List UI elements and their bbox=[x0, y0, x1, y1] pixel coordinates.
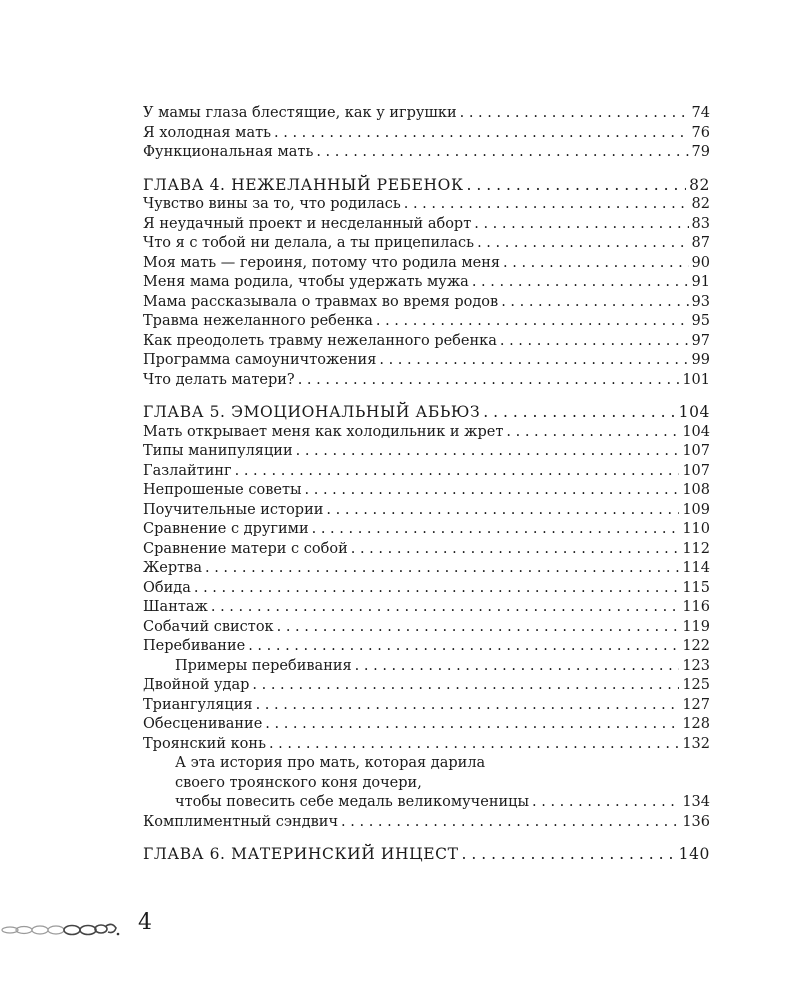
toc-entry-title: Как преодолеть травму нежеланного ребенка bbox=[143, 332, 497, 349]
toc-entry-title: Газлайтинг bbox=[143, 462, 232, 479]
toc-entry-title: Собачий свисток bbox=[143, 618, 274, 635]
toc-entry-page: 99 bbox=[691, 352, 710, 368]
toc-entry[interactable] bbox=[143, 442, 710, 462]
toc-entry-line-last[interactable] bbox=[143, 793, 710, 813]
toc-entry-line: А эта история про мать, которая дарила bbox=[175, 755, 486, 771]
toc-entry-page: 107 bbox=[682, 462, 710, 479]
toc-entry-title: Чувство вины за то, что родилась bbox=[143, 196, 401, 212]
toc-entry[interactable] bbox=[143, 579, 710, 599]
toc-entry-page: 76 bbox=[691, 124, 710, 141]
page-number: 4 bbox=[138, 910, 152, 935]
toc-entry-title: Троянский конь bbox=[143, 735, 266, 752]
toc-entry[interactable] bbox=[143, 559, 710, 579]
dot-leader bbox=[235, 462, 680, 482]
toc-entry-page: 104 bbox=[682, 423, 710, 440]
toc-entry[interactable] bbox=[143, 234, 710, 254]
toc-entry-page: 125 bbox=[682, 677, 710, 693]
dot-leader bbox=[205, 559, 679, 579]
toc-entry-title: Примеры перебивания bbox=[175, 657, 352, 674]
dot-leader bbox=[483, 403, 675, 423]
dot-leader bbox=[256, 696, 680, 716]
toc-entry-title: Я неудачный проект и несделанный аборт bbox=[143, 215, 472, 232]
toc-entry-multiline[interactable] bbox=[143, 754, 710, 813]
dot-leader bbox=[351, 540, 680, 560]
chapter-heading-page: 140 bbox=[678, 845, 710, 863]
chapter-heading[interactable] bbox=[143, 845, 710, 865]
toc-entry-page: 95 bbox=[691, 313, 710, 329]
page-footer bbox=[0, 908, 200, 944]
dot-leader bbox=[467, 176, 687, 196]
toc-entry-page: 122 bbox=[682, 638, 710, 654]
dot-leader bbox=[506, 423, 679, 443]
toc-entry-title: Обесценивание bbox=[143, 716, 263, 732]
toc-entry-page: 115 bbox=[682, 579, 710, 596]
toc-entry-page: 87 bbox=[691, 235, 710, 251]
chapter-heading-page: 82 bbox=[689, 175, 710, 194]
toc-entry[interactable] bbox=[143, 215, 710, 235]
chapter-heading[interactable] bbox=[143, 176, 710, 196]
toc-entry-title: Программа самоуничтожения bbox=[143, 352, 377, 368]
toc-entry-title: Комплиментный сэндвич bbox=[143, 813, 339, 830]
dot-leader bbox=[472, 273, 689, 293]
toc-entry-title: Мать открывает меня как холодильник и жрет bbox=[143, 423, 504, 440]
toc-entry-title: Мама рассказывала о травмах во время родов bbox=[143, 293, 499, 310]
toc-entry-page: 108 bbox=[682, 482, 710, 498]
toc-entry-title: Моя мать — героиня, потому что родила меня bbox=[143, 254, 501, 271]
dot-leader bbox=[474, 215, 688, 235]
toc-entry-page: 119 bbox=[682, 618, 710, 635]
chapter-heading[interactable] bbox=[143, 403, 710, 423]
dot-leader bbox=[316, 143, 688, 163]
toc-entry-page: 91 bbox=[691, 274, 710, 290]
toc-entry[interactable] bbox=[143, 813, 710, 833]
toc-entry[interactable] bbox=[143, 501, 710, 521]
toc-entry[interactable] bbox=[143, 618, 710, 638]
toc-entry-page: 107 bbox=[682, 443, 710, 459]
toc-entry-title: Триангуляция bbox=[143, 696, 253, 713]
toc-entry-page: 79 bbox=[691, 144, 710, 160]
dot-leader bbox=[326, 501, 679, 521]
chapter-heading-title: ГЛАВА 6. МАТЕРИНСКИЙ ИНЦЕСТ bbox=[143, 845, 459, 863]
dot-leader bbox=[500, 332, 689, 352]
toc-entry-page: 74 bbox=[691, 105, 710, 121]
toc-entry-page: 127 bbox=[682, 696, 710, 713]
dot-leader bbox=[252, 676, 679, 696]
toc-entry[interactable] bbox=[143, 462, 710, 482]
toc-entry-title: Что делать матери? bbox=[143, 371, 295, 388]
toc-entry[interactable] bbox=[143, 696, 710, 716]
dot-leader bbox=[460, 104, 689, 124]
table-of-contents bbox=[143, 104, 710, 865]
dot-leader bbox=[501, 293, 688, 313]
toc-entry-page: 97 bbox=[691, 332, 710, 349]
toc-entry-page: 110 bbox=[682, 521, 710, 537]
dot-leader bbox=[248, 637, 679, 657]
toc-entry-title: Непрошеные советы bbox=[143, 482, 302, 498]
toc-entry-page: 136 bbox=[682, 813, 710, 830]
toc-entry[interactable] bbox=[143, 715, 710, 735]
section-spacer bbox=[143, 390, 710, 403]
chapter-heading-title: ГЛАВА 5. ЭМОЦИОНАЛЬНЫЙ АБЬЮЗ bbox=[143, 403, 481, 421]
dot-leader bbox=[269, 735, 679, 755]
dot-leader bbox=[194, 579, 679, 599]
toc-entry-title: У мамы глаза блестящие, как у игрушки bbox=[143, 105, 457, 121]
toc-entry[interactable] bbox=[143, 143, 710, 163]
toc-entry[interactable] bbox=[143, 540, 710, 560]
dot-leader bbox=[376, 312, 689, 332]
dot-leader bbox=[462, 845, 676, 865]
toc-entry-page: 93 bbox=[691, 293, 710, 310]
toc-entry-page: 132 bbox=[682, 735, 710, 752]
toc-entry-title: Поучительные истории bbox=[143, 501, 324, 518]
toc-entry-page: 83 bbox=[691, 215, 710, 232]
dot-leader bbox=[404, 195, 689, 215]
toc-entry-page: 82 bbox=[691, 196, 710, 212]
chain-ornament-icon bbox=[0, 920, 124, 940]
toc-entry-page: 112 bbox=[682, 540, 710, 557]
dot-leader bbox=[355, 657, 680, 677]
toc-entry[interactable] bbox=[143, 312, 710, 332]
toc-entry-title: Травма нежеланного ребенка bbox=[143, 313, 373, 329]
toc-entry[interactable] bbox=[143, 273, 710, 293]
toc-entry-title: Функциональная мать bbox=[143, 144, 314, 160]
dot-leader bbox=[477, 234, 688, 254]
toc-entry-line: своего троянского коня дочери, bbox=[175, 774, 422, 791]
dot-leader bbox=[274, 124, 689, 144]
dot-leader bbox=[277, 618, 680, 638]
dot-leader bbox=[341, 813, 679, 833]
dot-leader bbox=[298, 371, 680, 391]
toc-entry-page: 123 bbox=[682, 657, 710, 674]
toc-entry[interactable] bbox=[143, 637, 710, 657]
toc-entry-title: Я холодная мать bbox=[143, 124, 272, 141]
toc-entry[interactable] bbox=[143, 104, 710, 124]
dot-leader bbox=[265, 715, 679, 735]
toc-entry-line-last-title: чтобы повесить себе медаль великомученицы bbox=[175, 794, 530, 810]
toc-entry-page: 109 bbox=[682, 501, 710, 518]
toc-entry-title: Двойной удар bbox=[143, 677, 250, 693]
toc-entry[interactable] bbox=[143, 371, 710, 391]
toc-entry-title: Меня мама родила, чтобы удержать мужа bbox=[143, 274, 469, 290]
dot-leader bbox=[296, 442, 680, 462]
toc-entry-title: Сравнение матери с собой bbox=[143, 540, 348, 557]
toc-entry-page: 90 bbox=[691, 254, 710, 271]
toc-entry[interactable] bbox=[143, 481, 710, 501]
section-spacer bbox=[143, 832, 710, 845]
toc-entry-title: Жертва bbox=[143, 560, 202, 576]
chapter-heading-page: 104 bbox=[678, 403, 710, 421]
dot-leader bbox=[532, 793, 679, 813]
dot-leader bbox=[503, 254, 689, 274]
toc-entry[interactable] bbox=[143, 254, 710, 274]
toc-entry[interactable] bbox=[143, 520, 710, 540]
chapter-heading-title: ГЛАВА 4. НЕЖЕЛАННЫЙ РЕБЕНОК bbox=[143, 175, 464, 194]
toc-entry-title: Что я с тобой ни делала, а ты прицепилась bbox=[143, 235, 475, 251]
section-spacer bbox=[143, 163, 710, 176]
toc-entry-title: Обида bbox=[143, 579, 191, 596]
toc-entry[interactable] bbox=[143, 657, 710, 677]
toc-entry-line-last-page: 134 bbox=[682, 794, 710, 810]
toc-entry-title: Сравнение с другими bbox=[143, 521, 309, 537]
toc-entry-title: Типы манипуляции bbox=[143, 443, 293, 459]
dot-leader bbox=[312, 520, 680, 540]
toc-entry[interactable] bbox=[143, 598, 710, 618]
toc-entry[interactable] bbox=[143, 332, 710, 352]
toc-entry-page: 101 bbox=[682, 371, 710, 388]
toc-entry-page: 116 bbox=[682, 599, 710, 615]
toc-entry-page: 128 bbox=[682, 716, 710, 732]
toc-entry[interactable] bbox=[143, 351, 710, 371]
toc-entry[interactable] bbox=[143, 423, 710, 443]
toc-entry[interactable] bbox=[143, 293, 710, 313]
dot-leader bbox=[379, 351, 688, 371]
dot-leader bbox=[211, 598, 679, 618]
dot-leader bbox=[305, 481, 680, 501]
toc-entry[interactable] bbox=[143, 676, 710, 696]
toc-entry-title: Перебивание bbox=[143, 638, 246, 654]
toc-entry-title: Шантаж bbox=[143, 599, 208, 615]
toc-entry-page: 114 bbox=[682, 560, 710, 576]
toc-entry[interactable] bbox=[143, 124, 710, 144]
toc-entry[interactable] bbox=[143, 195, 710, 215]
toc-entry[interactable] bbox=[143, 735, 710, 755]
